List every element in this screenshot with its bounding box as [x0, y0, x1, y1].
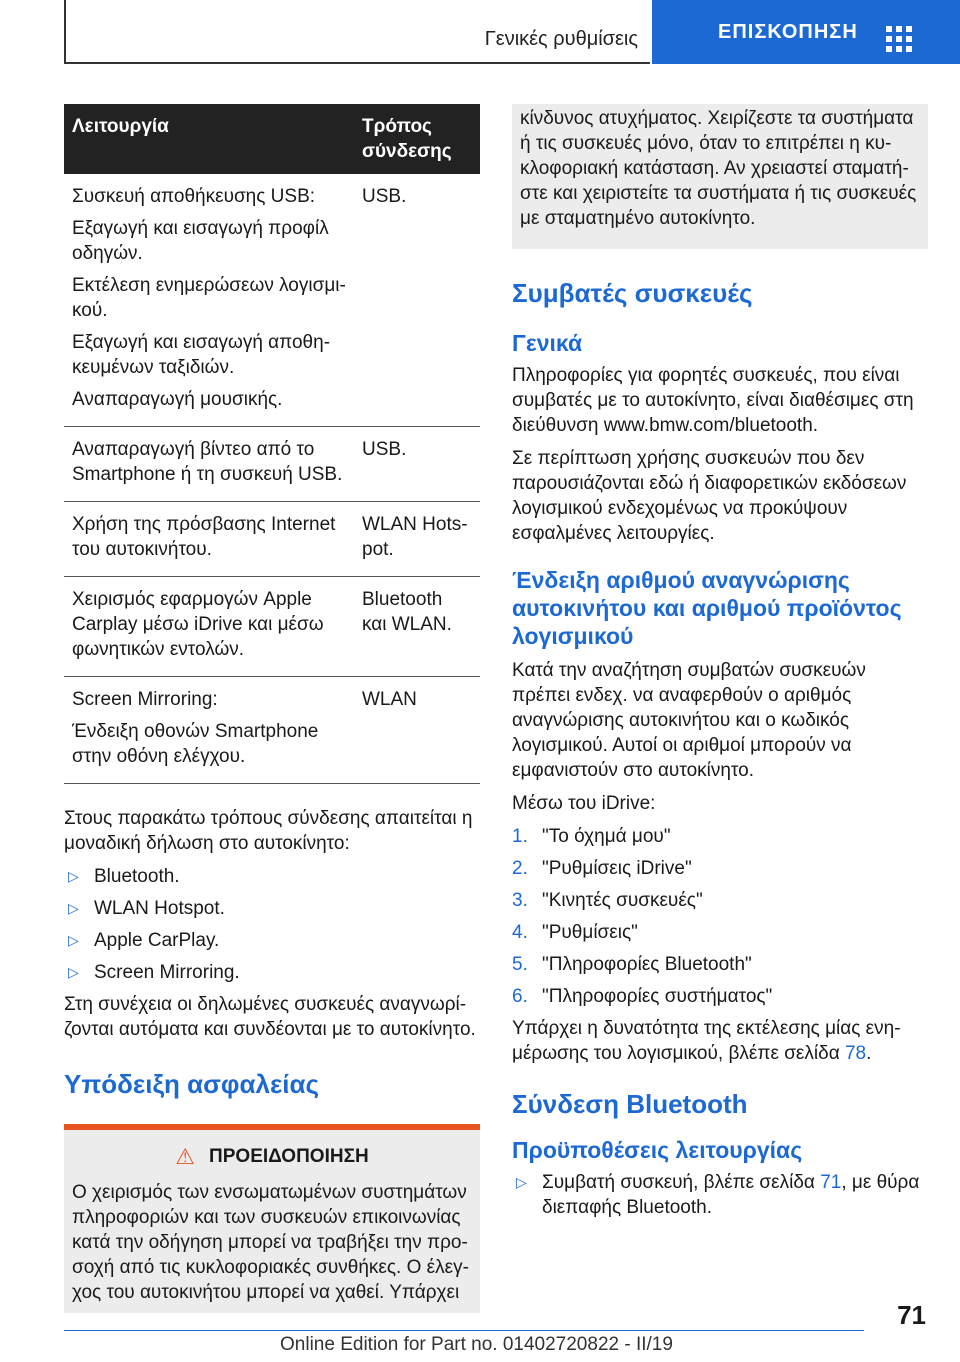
prereq-list — [512, 1170, 928, 1220]
idrive-steps — [512, 824, 928, 1009]
table-cell: WLAN — [354, 677, 480, 784]
declaration-after: Στη συνέχεια οι δηλωμένες συσκευές αναγνωρίζονται αυτόματα και συνδέονται με το αυτοκίνητο. — [64, 994, 476, 1040]
warning-box — [64, 1130, 480, 1313]
left-column — [64, 104, 480, 1313]
footer-divider — [64, 1330, 864, 1331]
right-column — [512, 104, 928, 1227]
general-heading: Γενικά — [512, 330, 583, 356]
table-cell: Συσκευή αποθήκευσης USB: — [72, 186, 316, 207]
page-link-71[interactable]: 71 — [820, 1172, 842, 1193]
triangle-icon: ▷ — [68, 932, 79, 948]
table-row — [64, 677, 480, 784]
table-cell: WLAN Hotspot. — [354, 502, 480, 577]
list-item: 5. "Πληροφορίες Bluetooth" — [512, 954, 752, 975]
table-cell: USB. — [354, 427, 480, 502]
warning-text: Ο χειρισμός των ενσωματωμένων συστημάτων πληροφοριών και των συσκευών επικοινωνίας κατά την οδήγηση μπορεί να τραβήξει την προσοχή από τις κυκλοφοριακές συνθήκες. Ο έλεγχος του αυτοκινήτου μπορεί να χαθεί. Υπάρχει — [72, 1182, 469, 1303]
list-item: ▷ Apple CarPlay. — [68, 930, 220, 951]
table-cell: Bluetooth και WLAN. — [354, 577, 480, 677]
list-item: ▷ Bluetooth. — [68, 866, 180, 887]
list-item: ▷ Screen Mirroring. — [68, 962, 240, 983]
compat-heading: Συμβατές συσκευές — [512, 278, 753, 308]
declaration-intro: Στους παρακάτω τρόπους σύνδεσης απαιτείται η μοναδική δήλωση στο αυτοκίνητο: — [64, 808, 473, 854]
table-cell: Αναπαραγωγή βίντεο από το Smartphone ή τη συσκευή USB. — [72, 439, 343, 485]
table-cell: Αναπαραγωγή μουσικής. — [72, 389, 283, 410]
table-header-connection: Τρόπος σύνδεσης — [354, 104, 480, 174]
table-cell: Εκτέλεση ενημερώσεων λογισμικού. — [72, 275, 346, 321]
via-idrive: Μέσω του iDrive: — [512, 793, 656, 814]
warning-box-continued — [512, 104, 928, 249]
warning-title: ⚠ ΠΡΟΕΙΔΟΠΟΙΗΣΗ — [175, 1144, 369, 1169]
table-cell: Χρήση της πρόσβασης Internet του αυτοκινήτου. — [72, 514, 336, 560]
table-cell: Screen Mirroring: — [72, 689, 218, 710]
list-item: ▷ Συμβατή συσκευή, βλέπε σελίδα 71, με θύρα διεπαφής Bluetooth. — [516, 1172, 920, 1218]
triangle-icon: ▷ — [516, 1174, 527, 1190]
declaration-list — [64, 864, 480, 985]
prereq-heading: Προϋποθέσεις λειτουργίας — [512, 1137, 803, 1163]
general-p1: Πληροφορίες για φορητές συσκευές, που είναι συμβατές με το αυτοκίνητο, είναι διαθέσιμες στη διεύθυνση www.bmw.com/bluetooth. — [512, 365, 914, 436]
general-p2: Σε περίπτωση χρήσης συσκευών που δεν παρουσιάζονται εδώ ή διαφορετικών εκδόσεων λογισμικού ενδεχομένως να προκύψουν εσφαλμένες λειτουργίες. — [512, 448, 907, 544]
section-title: Γενικές ρυθμίσεις — [484, 28, 638, 50]
triangle-icon: ▷ — [68, 900, 79, 916]
table-row — [64, 427, 480, 502]
table-cell: Εξαγωγή και εισαγωγή αποθηκευμένων ταξιδιών. — [72, 332, 331, 378]
page-header — [64, 0, 960, 64]
table-cell: Χειρισμός εφαρμογών Apple Carplay μέσω iDrive και μέσω φωνητικών εντολών. — [72, 589, 324, 660]
list-item: 2. "Ρυθμίσεις iDrive" — [512, 858, 692, 879]
list-item: 3. "Κινητές συσκευές" — [512, 890, 703, 911]
page-link-78[interactable]: 78 — [844, 1043, 867, 1064]
ident-heading: Ένδειξη αριθμού αναγνώρισης αυτοκινήτου και αριθμού προϊόντος λογισμικού — [512, 567, 902, 649]
list-item: 1. "Το όχημά μου" — [512, 826, 671, 847]
table-cell: USB. — [354, 174, 480, 427]
ident-p1: Κατά την αναζήτηση συμβατών συσκευών πρέπει ενδεχ. να αναφερθούν ο αριθμός αναγνώρισης αυτοκινήτου και ο κωδικός λογισμικού. Αυτοί οι αριθμοί μπορούν να εμφανιστούν στο αυτοκίνητο. — [512, 660, 866, 781]
safety-heading: Υπόδειξη ασφαλείας — [64, 1069, 320, 1099]
bluetooth-heading: Σύνδεση Bluetooth — [512, 1089, 748, 1119]
overview-tab[interactable] — [652, 0, 960, 64]
footer-edition: Online Edition for Part no. 01402720822 - II/19 — [280, 1334, 673, 1355]
page-number: 71 — [897, 1300, 926, 1330]
list-item: 6. "Πληροφορίες συστήματος" — [512, 986, 773, 1007]
table-cell: Ένδειξη οθονών Smartphone στην οθόνη ελέγχου. — [72, 721, 319, 767]
table-cell: Εξαγωγή και εισαγωγή προφίλ οδηγών. — [72, 218, 329, 264]
triangle-icon: ▷ — [68, 964, 79, 980]
table-row — [64, 577, 480, 677]
table-header-function: Λειτουργία — [64, 104, 354, 174]
warning-icon: ⚠ — [175, 1144, 196, 1169]
warning-text-continued: κίνδυνος ατυχήματος. Χειρίζεστε τα συστήματα ή τις συσκευές μόνο, όταν το επιτρέπει η κυκλοφοριακή κατάσταση. Αν χρειαστεί σταματήστε και χειριστείτε τα συστήματα ή τις συσκευές με σταματημένο αυτοκίνητο. — [520, 108, 917, 229]
update-text: Υπάρχει η δυνατότητα της εκτέλεσης μίας ενημέρωσης του λογισμικού, βλέπε σελίδα 78. — [512, 1018, 901, 1064]
feature-table — [64, 104, 480, 784]
table-row — [64, 174, 480, 427]
grid-icon[interactable] — [886, 26, 912, 52]
list-item: ▷ WLAN Hotspot. — [68, 898, 225, 919]
list-item: 4. "Ρυθμίσεις" — [512, 922, 638, 943]
triangle-icon: ▷ — [68, 868, 79, 884]
table-row — [64, 502, 480, 577]
overview-label: ΕΠΙΣΚΟΠΗΣΗ — [718, 20, 858, 43]
